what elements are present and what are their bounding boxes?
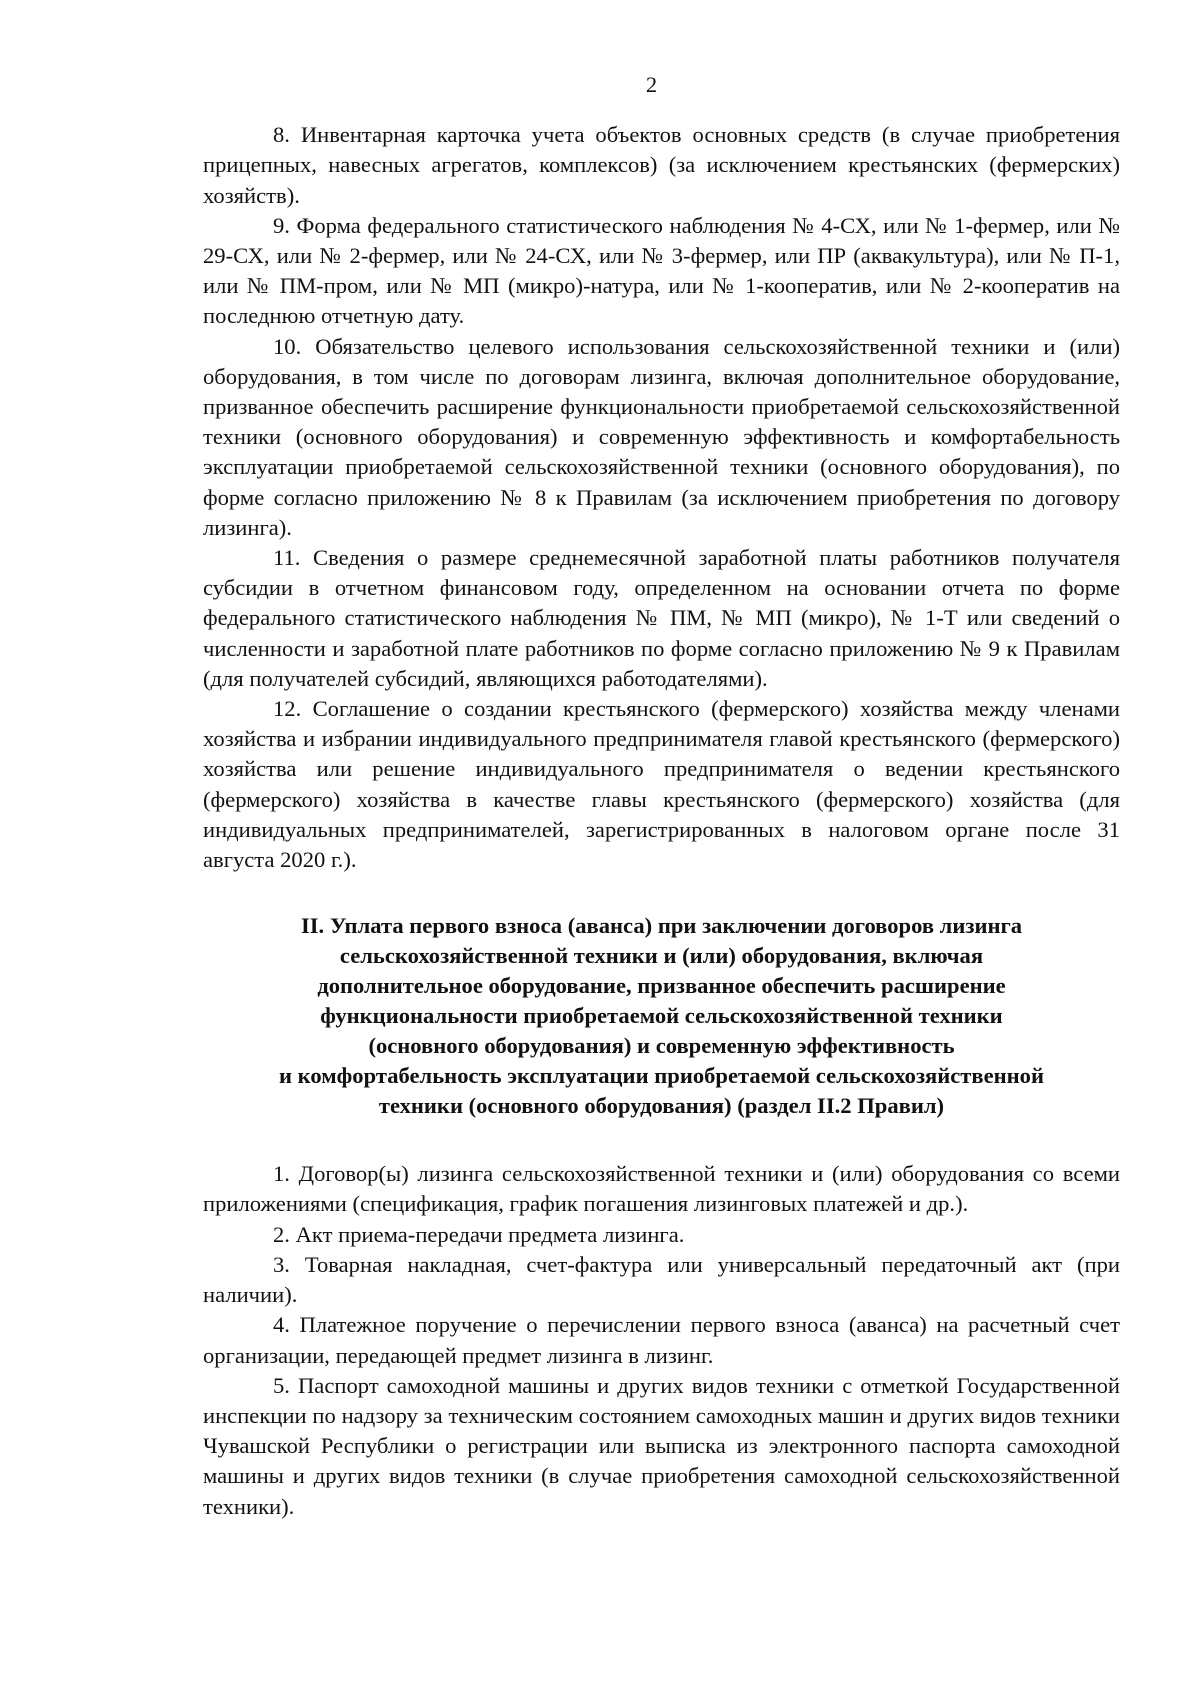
list-item-5: 5. Паспорт самоходной машины и других видов техники с отметкой Государственной инспекции по надзору за техническим состоянием самоходных машин и других видов техники Чувашской Республики о регистрации или выписка из электронного паспорта самоходной машины и других видов техники (в случае приобретения самоходной сельскохозяйственной техники).: [203, 1372, 1120, 1519]
list-item-11: 11. Сведения о размере среднемесячной заработной платы работников получателя субсидии в отчетном финансовом году, определенном на основании отчета по форме федерального статистического наблюдения № ПМ, № МП (микро), № 1-Т или сведений о численности и заработной плате работников по форме согласно приложению № 9 к Правилам (для получателей субсидий, являющихся работодателями).: [203, 545, 1120, 691]
list-item-4: 4. Платежное поручение о перечислении первого взноса (аванса) на расчетный счет организации, передающей предмет лизинга в лизинг.: [203, 1312, 1120, 1368]
heading-line: техники (основного оборудования) (раздел II.2 Правил): [378, 1093, 945, 1119]
list-item-10: 10. Обязательство целевого использования сельскохозяйственной техники и (или) оборудования, в том числе по договорам лизинга, включая дополнительное оборудование, призванное обеспечить расширение функциональности приобретаемой сельскохозяйственной техники (основного оборудования) и современную эффективность и комфортабельность эксплуатации приобретаемой сельскохозяйственной техники (основного оборудования), по форме согласно приложению № 8 к Правилам (за исключением приобретения по договору лизинга).: [203, 333, 1120, 540]
page-number: 2: [645, 72, 658, 97]
list-item-2: 2. Акт приема-передачи предмета лизинга.: [273, 1221, 685, 1247]
heading-line: и комфортабельность эксплуатации приобретаемой сельскохозяйственной: [279, 1063, 1044, 1089]
heading-line: функциональности приобретаемой сельскохозяйственной техники: [320, 1003, 1003, 1029]
list-item-9: 9. Форма федерального статистического наблюдения № 4-СХ, или № 1-фермер, или № 29-СХ, или № 2-фермер, или № 24-СХ, или № 3-фермер, или ПР (аквакультура), или № П-1, или № ПМ-пром, или № МП (микро)-натура, или № 1-кооператив, или № 2-кооператив на последнюю отчетную дату.: [203, 212, 1120, 329]
heading-line: II. Уплата первого взноса (аванса) при заключении договоров лизинга: [300, 913, 1023, 939]
list-item-8: 8. Инвентарная карточка учета объектов основных средств (в случае приобретения прицепных, навесных агрегатов, комплексов) (за исключением крестьянских (фермерских) хозяйств).: [203, 122, 1120, 208]
heading-line: дополнительное оборудование, призванное обеспечить расширение: [317, 973, 1006, 999]
section2-list: [203, 1159, 1120, 1521]
document-page: [203, 70, 1120, 1522]
section1-list: [203, 120, 1120, 875]
list-item-1: 1. Договор(ы) лизинга сельскохозяйственной техники и (или) оборудования со всеми приложениями (спецификация, график погашения лизинговых платежей и др.).: [203, 1161, 1120, 1217]
heading-line: сельскохозяйственной техники и (или) оборудования, включая: [339, 943, 984, 969]
list-item-3: 3. Товарная накладная, счет-фактура или универсальный передаточный акт (при наличии).: [203, 1251, 1120, 1308]
list-item-12: 12. Соглашение о создании крестьянского (фермерского) хозяйства между членами хозяйства и избрании индивидуального предпринимателя главой крестьянского (фермерского) хозяйства или решение индивидуального предпринимателя о ведении крестьянского (фермерского) хозяйства в качестве главы крестьянского (фермерского) хозяйства (для индивидуальных предпринимателей, зарегистрированных в налоговом органе после 31 августа 2020 г.).: [203, 696, 1120, 873]
heading-line: (основного оборудования) и современную эффективность: [368, 1033, 955, 1059]
section-heading: [203, 911, 1120, 1121]
